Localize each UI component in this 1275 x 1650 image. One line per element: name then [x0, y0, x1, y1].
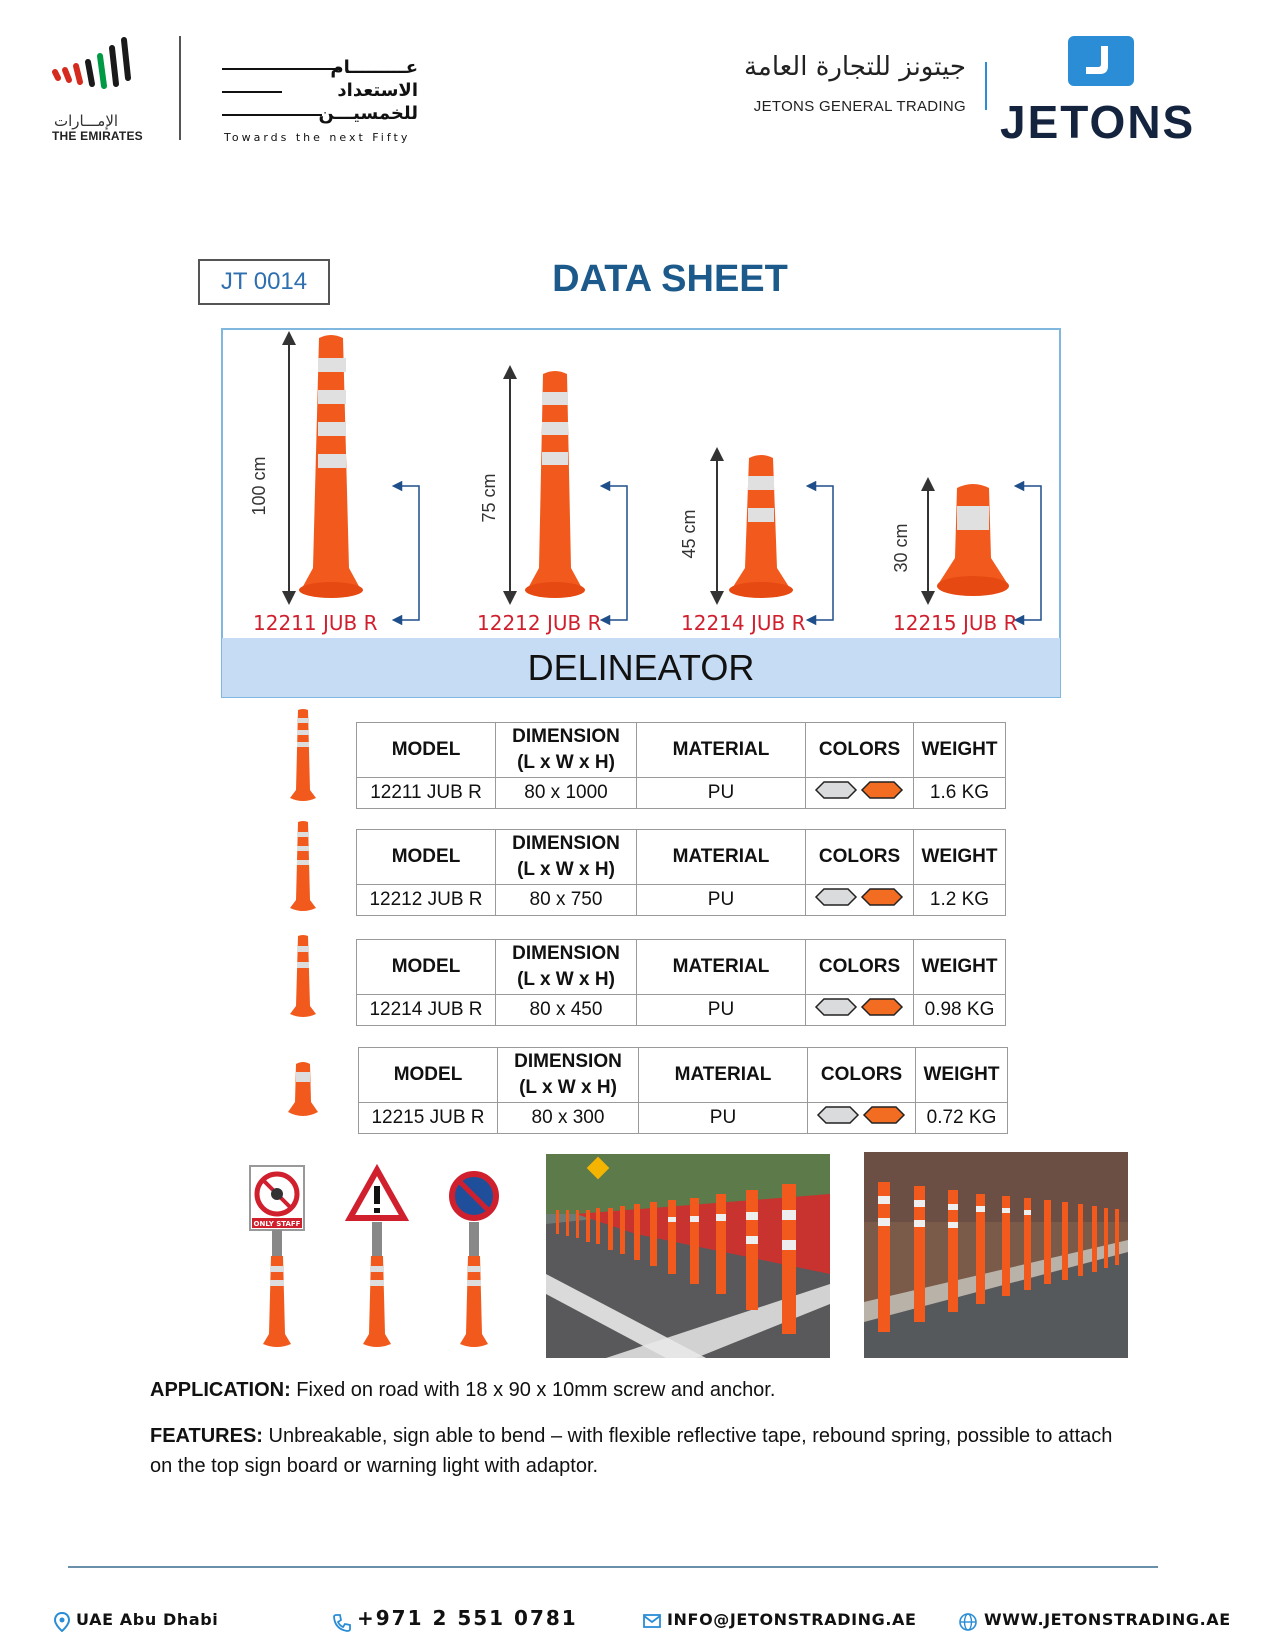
footer-phone[interactable]: +971 2 551 0781	[357, 1606, 578, 1630]
header-dimension	[496, 723, 637, 778]
delineator-post-100	[289, 335, 419, 620]
header-material: MATERIAL	[639, 1048, 808, 1103]
fifty-arabic-line: عـــــــــام	[330, 57, 418, 78]
header-colors: COLORS	[808, 1048, 916, 1103]
cell-weight: 0.98 KG	[914, 995, 1006, 1026]
fifty-arabic-line: الاستعداد	[337, 80, 418, 101]
location-pin-icon	[52, 1612, 72, 1632]
header-dimension-line: (L x W x H)	[517, 752, 615, 773]
delineator-thumb-100	[286, 708, 320, 804]
cell-model: 12214 JUB R	[357, 995, 496, 1026]
height-label: 45 cm	[679, 509, 699, 559]
application-text: Fixed on road with 18 x 90 x 10mm screw and anchor.	[290, 1379, 776, 1401]
cell-material: PU	[637, 778, 806, 809]
spec-table	[356, 722, 1006, 809]
header-dimension-line: DIMENSION	[512, 943, 620, 964]
height-label: 75 cm	[479, 473, 499, 523]
the-emirates-logo	[52, 34, 142, 94]
header-dimension-line: DIMENSION	[512, 726, 620, 747]
orange-swatch	[864, 1107, 904, 1123]
cell-dimension: 80 x 300	[498, 1103, 639, 1134]
header-dimension-line: DIMENSION	[512, 833, 620, 854]
footer-website[interactable]: WWW.JETONSTRADING.AE	[984, 1610, 1231, 1629]
cell-material: PU	[639, 1103, 808, 1134]
page-title: DATA SHEET	[552, 258, 788, 300]
sign-caption: ONLY STAFF	[253, 1220, 301, 1228]
header-material: MATERIAL	[637, 723, 806, 778]
cell-colors	[806, 995, 914, 1026]
fifty-arabic-line: للخمسيـــن	[318, 103, 418, 124]
header-weight: WEIGHT	[916, 1048, 1008, 1103]
company-divider	[985, 62, 987, 110]
jetons-mark-icon	[1068, 36, 1134, 86]
model-label: 12212 JUB R	[477, 611, 602, 635]
delineator-thumb-30	[286, 1060, 320, 1120]
cell-weight: 1.6 KG	[914, 778, 1006, 809]
company-name-english: JETONS GENERAL TRADING	[753, 98, 966, 115]
footer-location: UAE Abu Dhabi	[76, 1610, 219, 1629]
cell-model: 12211 JUB R	[357, 778, 496, 809]
cell-model: 12215 JUB R	[359, 1103, 498, 1134]
product-code-box: JT 0014	[198, 259, 330, 305]
color-swatches	[814, 996, 906, 1018]
delineator-post-75	[510, 371, 627, 620]
orange-swatch	[862, 782, 902, 798]
application-label: APPLICATION:	[150, 1379, 291, 1401]
grey-swatch	[818, 1107, 858, 1123]
product-category-title: DELINEATOR	[527, 647, 755, 688]
header-dimension-line: (L x W x H)	[517, 969, 615, 990]
header-model: MODEL	[359, 1048, 498, 1103]
header-dimension	[496, 940, 637, 995]
header-weight: WEIGHT	[914, 830, 1006, 885]
spec-table	[356, 829, 1006, 916]
spec-table	[358, 1047, 1008, 1134]
cell-material: PU	[637, 995, 806, 1026]
color-swatches	[816, 1104, 908, 1126]
email-icon	[642, 1610, 662, 1630]
header-dimension	[498, 1048, 639, 1103]
model-label: 12211 JUB R	[253, 611, 378, 635]
warning-sign-post	[350, 1170, 404, 1347]
cell-colors	[806, 778, 914, 809]
height-label: 30 cm	[891, 523, 911, 573]
phone-icon	[332, 1613, 352, 1633]
color-swatches	[814, 886, 906, 908]
header-dimension-line: (L x W x H)	[517, 859, 615, 880]
delineator-thumb-75	[286, 820, 320, 914]
application-paragraph	[150, 1375, 1130, 1405]
grey-swatch	[816, 889, 856, 905]
cell-material: PU	[637, 885, 806, 916]
globe-icon	[958, 1612, 978, 1632]
cell-dimension: 80 x 750	[496, 885, 637, 916]
year-of-fifty-logo	[222, 56, 418, 126]
stop-hand-sign-post	[250, 1166, 304, 1347]
grey-swatch	[816, 999, 856, 1015]
emirates-arabic-text: الإمـــارات	[54, 112, 119, 130]
footer-rule	[68, 1566, 1158, 1568]
no-parking-sign-post	[452, 1174, 496, 1347]
road-installation-photo-2	[864, 1152, 1128, 1358]
footer-email[interactable]: INFO@JETONSTRADING.AE	[667, 1610, 917, 1629]
header-weight: WEIGHT	[914, 723, 1006, 778]
header-model: MODEL	[357, 723, 496, 778]
company-name-arabic: جيتونز للتجارة العامة	[743, 52, 966, 82]
header-weight: WEIGHT	[914, 940, 1006, 995]
header-dimension-line: (L x W x H)	[519, 1077, 617, 1098]
fifty-english-text: Towards the next Fifty	[224, 131, 411, 144]
fifty-rule	[222, 114, 322, 116]
delineator-thumb-45	[286, 934, 320, 1020]
cell-colors	[808, 1103, 916, 1134]
model-label: 12214 JUB R	[681, 611, 806, 635]
delineator-post-30	[928, 484, 1041, 620]
cell-colors	[806, 885, 914, 916]
spec-table	[356, 939, 1006, 1026]
orange-swatch	[862, 889, 902, 905]
delineator-post-45	[717, 454, 833, 620]
features-paragraph	[150, 1421, 1130, 1481]
header-dimension-line: DIMENSION	[514, 1051, 622, 1072]
sign-mounted-delineators-image	[244, 1162, 524, 1352]
header-model: MODEL	[357, 940, 496, 995]
header-colors: COLORS	[806, 940, 914, 995]
cell-weight: 0.72 KG	[916, 1103, 1008, 1134]
road-installation-photo-1	[546, 1154, 830, 1358]
header-colors: COLORS	[806, 723, 914, 778]
grey-swatch	[816, 782, 856, 798]
height-label: 100 cm	[249, 456, 269, 516]
cell-dimension: 80 x 450	[496, 995, 637, 1026]
header-dimension	[496, 830, 637, 885]
header-material: MATERIAL	[637, 940, 806, 995]
jetons-wordmark: JETONS	[1000, 96, 1196, 148]
cell-weight: 1.2 KG	[914, 885, 1006, 916]
header-model: MODEL	[357, 830, 496, 885]
header-divider	[179, 36, 181, 140]
color-swatches	[814, 779, 906, 801]
emirates-english-text: THE EMIRATES	[52, 129, 143, 143]
cell-dimension: 80 x 1000	[496, 778, 637, 809]
header-material: MATERIAL	[637, 830, 806, 885]
model-label: 12215 JUB R	[893, 611, 1018, 635]
features-label: FEATURES:	[150, 1425, 263, 1447]
orange-swatch	[862, 999, 902, 1015]
cell-model: 12212 JUB R	[357, 885, 496, 916]
fifty-rule	[222, 91, 282, 93]
header-colors: COLORS	[806, 830, 914, 885]
features-text: Unbreakable, sign able to bend – with flexible reflective tape, rebound spring, possible to attach on the top sign board or warning light with adaptor.	[150, 1425, 1113, 1477]
product-category-band	[222, 638, 1060, 697]
delineator-illustration	[221, 328, 1061, 640]
